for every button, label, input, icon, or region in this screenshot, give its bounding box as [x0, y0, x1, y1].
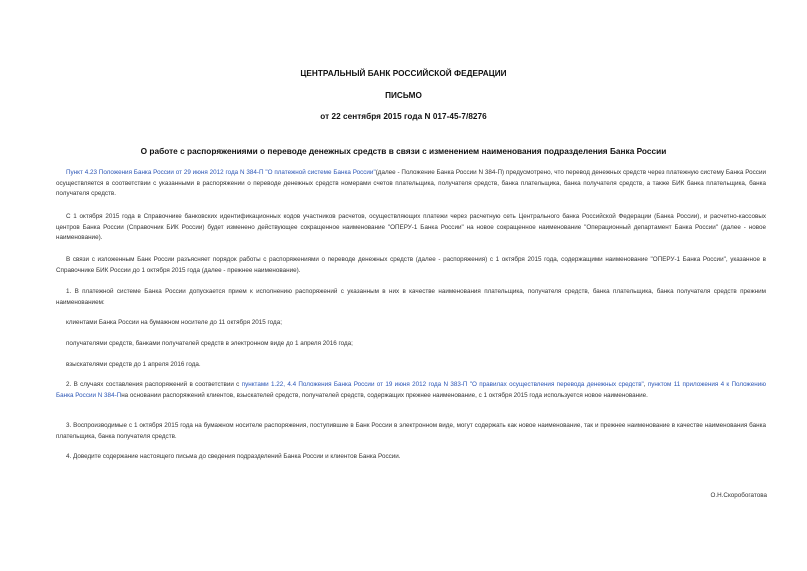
- signature: О.Н.Скоробогатова: [710, 492, 767, 499]
- paragraph-5-text-b: ,: [643, 381, 648, 388]
- list-item-2-text: получателями средств, банками получателей средств в электронном виде до 1 апреля 2016 года;: [66, 340, 353, 347]
- link-regulation-384p[interactable]: Пункт 4.23 Положения Банка России от 29 июня 2012 года N 384-П "О платежной системе Банка России": [66, 169, 376, 176]
- paragraph-4-text: 1. В платежной системе Банка России допускается прием к исполнению распоряжений с указанным в них в качестве наименования плательщика, получателя средств, банка плательщика, банка получателя средств прежним наименованием:: [56, 288, 766, 306]
- paragraph-6: [56, 421, 766, 442]
- paragraph-5-text-a: 2. В случаях составления распоряжений в соответствии с: [66, 381, 242, 388]
- link-appendix-4-384p[interactable]: пунктом 11 приложения 4 к Положению Банка России N 384-П: [56, 381, 766, 399]
- paragraph-5: [56, 380, 766, 401]
- paragraph-1: [56, 168, 766, 200]
- paragraph-2-text: С 1 октября 2015 года в Справочнике банковских идентификационных кодов участников расчетов, осуществляющих платежи через расчетную сеть Центрального банка Российской Федерации (Банка России), и расчетно-кассовых центров Банка России (Справочник БИК России) будет изменено действующее сокращенное наименование "ОПЕРУ-1 Банка России" на новое сокращенное наименование "Операционный департамент Банка России" (далее - новое наименование).: [56, 213, 766, 241]
- list-item: [56, 360, 766, 371]
- list-item: [56, 339, 766, 350]
- paragraph-3-text: В связи с изложенным Банк России разъясняет порядок работы с распоряжениями о переводе денежных средств (далее - распоряжения) с 1 октября 2015 года, содержащими наименование "ОПЕРУ-1 Банка России", указанное в Справочнике БИК России до 1 октября 2015 года (далее - прежнее наименование).: [56, 256, 766, 274]
- paragraph-3: [56, 255, 766, 276]
- paragraph-7-text: 4. Доведите содержание настоящего письма до сведения подразделений Банка России и клиентов Банка России.: [66, 453, 401, 460]
- paragraph-5-text-c: на основании распоряжений клиентов, взыскателей средств, получателей средств, содержащих прежнее наименование, с 1 октября 2015 года используется новое наименование.: [121, 391, 648, 399]
- paragraph-2: [56, 212, 766, 244]
- paragraph-7: [56, 452, 766, 463]
- link-regulation-383p[interactable]: пунктами 1.22, 4.4 Положения Банка России от 19 июня 2012 года N 383-П "О правилах осуществления перевода денежных средств": [241, 381, 644, 388]
- list-item-3-text: взыскателями средств до 1 апреля 2016 года.: [66, 361, 201, 368]
- issuer-title: ЦЕНТРАЛЬНЫЙ БАНК РОССИЙСКОЙ ФЕДЕРАЦИИ: [300, 69, 507, 78]
- document-type: ПИСЬМО: [385, 91, 422, 100]
- document-date-number: от 22 сентября 2015 года N 017-45-7/8276: [320, 112, 487, 121]
- paragraph-6-text: 3. Воспроизводимые с 1 октября 2015 года на бумажном носителе распоряжения, поступившие в Банк России в электронном виде, могут содержать как новое наименование, так и прежнее наименование в качестве наименования банка плательщика, банка получателя средств.: [56, 422, 766, 440]
- list-item: [56, 318, 766, 329]
- paragraph-1-text: (далее - Положение Банка России N 384-П) предусмотрено, что перевод денежных средств через платежную систему Банка России осуществляется в соответствии с указанными в распоряжении о переводе денежных средств номерами счетов плательщика, получателя средств, банка плательщика, банка получателя средств, а также БИК банка плательщика, банка получателя средств.: [56, 169, 766, 197]
- document-subject: О работе с распоряжениями о переводе денежных средств в связи с изменением наименования подразделения Банка России: [140, 146, 667, 156]
- paragraph-4: [56, 287, 766, 308]
- list-item-1-text: клиентами Банка России на бумажном носителе до 11 октября 2015 года;: [66, 319, 282, 326]
